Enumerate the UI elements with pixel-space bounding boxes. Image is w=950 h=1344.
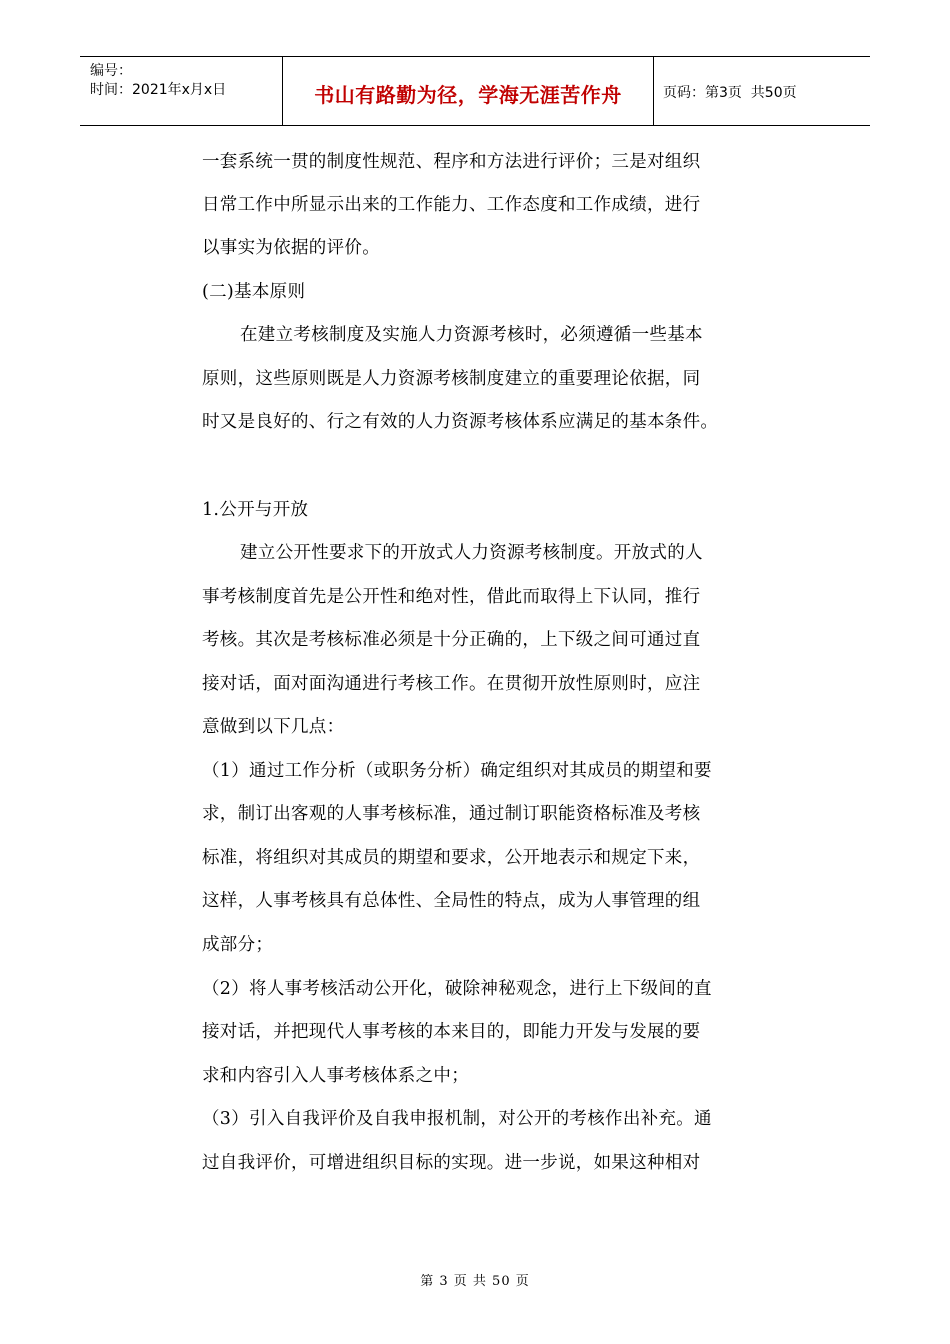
- header-motto: 书山有路勤为径，学海无涯苦作舟: [314, 83, 622, 107]
- body-line: 考核。其次是考核标准必须是十分正确的，上下级之间可通过直: [202, 630, 701, 650]
- document-date: 时间：2021年x月x日: [90, 82, 227, 98]
- body-line: 原则，这些原则既是人力资源考核制度建立的重要理论依据，同: [202, 369, 701, 389]
- subsection-heading: 1.公开与开放: [202, 500, 309, 520]
- list-item-line: 成部分；: [202, 935, 274, 955]
- list-item-line: （2）将人事考核活动公开化，破除神秘观念，进行上下级间的直: [202, 979, 712, 999]
- body-line: 接对话，面对面沟通进行考核工作。在贯彻开放性原则时，应注: [202, 674, 701, 694]
- body-line: 日常工作中所显示出来的工作能力、工作态度和工作成绩，进行: [202, 195, 701, 215]
- body-line: 在建立考核制度及实施人力资源考核时，必须遵循一些基本: [240, 325, 703, 345]
- body-line: 意做到以下几点：: [202, 717, 345, 737]
- header-page-cell: [653, 57, 870, 125]
- list-item-line: 求和内容引入人事考核体系之中；: [202, 1066, 469, 1086]
- body-line: 建立公开性要求下的开放式人力资源考核制度。开放式的人: [240, 543, 703, 563]
- header-page-number: 页码：第3页 共50页: [663, 85, 797, 101]
- list-item-line: 这样，人事考核具有总体性、全局性的特点，成为人事管理的组: [202, 891, 701, 911]
- page-header: [80, 56, 870, 126]
- page-footer: 第 3 页 共 50 页: [420, 1274, 530, 1289]
- body-line: 一套系统一贯的制度性规范、程序和方法进行评价；三是对组织: [202, 152, 701, 172]
- list-item-line: 标准，将组织对其成员的期望和要求，公开地表示和规定下来，: [202, 848, 701, 868]
- list-item-line: 求，制订出客观的人事考核标准，通过制订职能资格标准及考核: [202, 804, 701, 824]
- header-motto-cell: [282, 57, 654, 125]
- header-meta: [80, 57, 282, 125]
- section-heading: (二)基本原则: [202, 282, 306, 302]
- list-item-line: 过自我评价，可增进组织目标的实现。进一步说，如果这种相对: [202, 1153, 701, 1173]
- list-item-line: （3）引入自我评价及自我申报机制，对公开的考核作出补充。通: [202, 1109, 712, 1129]
- document-number-label: 编号：: [90, 63, 132, 79]
- body-line: 事考核制度首先是公开性和绝对性，借此而取得上下认同，推行: [202, 587, 701, 607]
- body-line: 以事实为依据的评价。: [202, 238, 380, 258]
- list-item-line: （1）通过工作分析（或职务分析）确定组织对其成员的期望和要: [202, 761, 712, 781]
- body-line: 时又是良好的、行之有效的人力资源考核体系应满足的基本条件。: [202, 412, 719, 432]
- list-item-line: 接对话，并把现代人事考核的本来目的，即能力开发与发展的要: [202, 1022, 701, 1042]
